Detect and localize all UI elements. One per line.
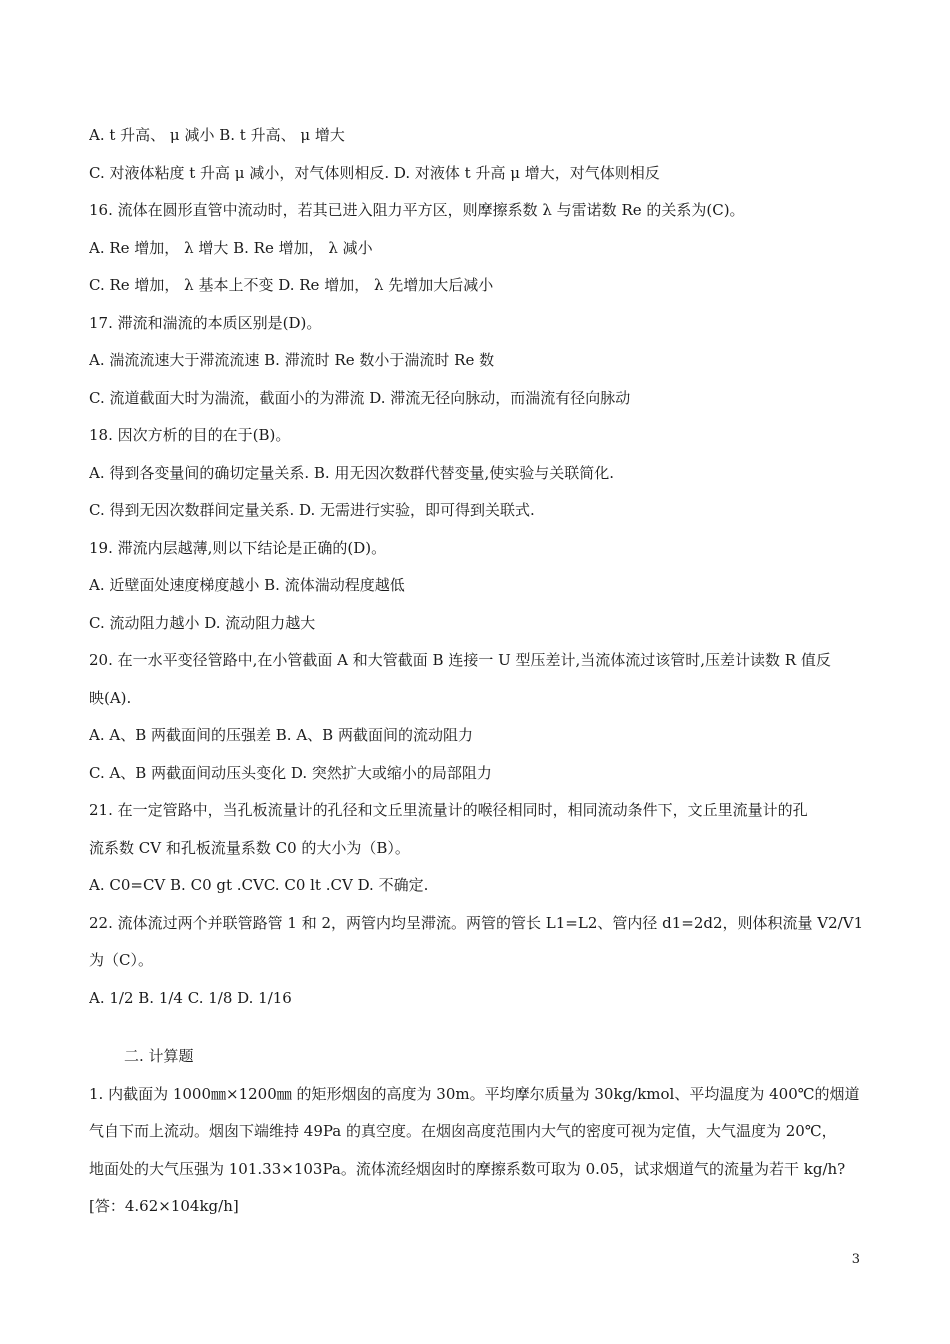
text-line: A. C0=CV B. C0 gt .CVC. C0 lt .CV D. 不确定. xyxy=(89,876,429,894)
page-number: 3 xyxy=(851,1252,860,1267)
problem-1: 1. 内截面为 1000㎜×1200㎜ 的矩形烟囱的高度为 30m。平均摩尔质量为 30kg/kmol、平均温度为 400℃的烟道 xyxy=(89,1085,860,1103)
text-line: A. 1/2 B. 1/4 C. 1/8 D. 1/16 xyxy=(89,989,292,1007)
text-line: A. A、B 两截面间的压强差 B. A、B 两截面间的流动阻力 xyxy=(89,726,473,744)
section-title: 二. 计算题 xyxy=(124,1047,194,1065)
text-line: A. 近壁面处速度梯度越小 B. 流体湍动程度越低 xyxy=(89,576,405,594)
question-20: 20. 在一水平变径管路中,在小管截面 A 和大管截面 B 连接一 U 型压差计,当流体流过该管时,压差计读数 R 值反 xyxy=(89,651,831,669)
text-line: C. 流动阻力越小 D. 流动阻力越大 xyxy=(89,614,316,632)
question-17: 17. 滞流和湍流的本质区别是(D)。 xyxy=(89,314,322,332)
text-line: 为（C）。 xyxy=(89,951,153,969)
question-18: 18. 因次方析的目的在于(B)。 xyxy=(89,426,291,444)
text-line: 地面处的大气压强为 101.33×103Pa。流体流经烟囱时的摩擦系数可取为 0.05，试求烟道气的流量为若干 kg/h? xyxy=(89,1160,846,1178)
text-line: 映(A). xyxy=(89,689,132,707)
text-line: C. A、B 两截面间动压头变化 D. 突然扩大或缩小的局部阻力 xyxy=(89,764,492,782)
text-line: 气自下而上流动。烟囱下端维持 49Pa 的真空度。在烟囱高度范围内大气的密度可视为定值，大气温度为 20℃， xyxy=(89,1122,837,1140)
text-line: A. 湍流流速大于滞流流速 B. 滞流时 Re 数小于湍流时 Re 数 xyxy=(89,351,495,369)
text-line: 流系数 CV 和孔板流量系数 C0 的大小为（B）。 xyxy=(89,839,410,857)
text-line: A. t 升高、 μ 减小 B. t 升高、 μ 增大 xyxy=(89,126,345,144)
text-line: C. 得到无因次数群间定量关系. D. 无需进行实验，即可得到关联式. xyxy=(89,501,535,519)
question-22: 22. 流体流过两个并联管路管 1 和 2，两管内均呈滞流。两管的管长 L1=L2、管内径 d1=2d2，则体积流量 V2/V1 xyxy=(89,914,864,932)
question-16: 16. 流体在圆形直管中流动时，若其已进入阻力平方区，则摩擦系数 λ 与雷诺数 Re 的关系为(C)。 xyxy=(89,201,745,219)
text-line: C. 对液体粘度 t 升高 μ 减小，对气体则相反. D. 对液体 t 升高 μ 增大，对气体则相反 xyxy=(89,164,660,182)
question-21: 21. 在一定管路中，当孔板流量计的孔径和文丘里流量计的喉径相同时，相同流动条件下，文丘里流量计的孔 xyxy=(89,801,808,819)
question-19: 19. 滞流内层越薄,则以下结论是正确的(D)。 xyxy=(89,539,387,557)
text-line: C. Re 增加， λ 基本上不变 D. Re 增加， λ 先增加大后减小 xyxy=(89,276,494,294)
text-line: C. 流道截面大时为湍流，截面小的为滞流 D. 滞流无径向脉动，而湍流有径向脉动 xyxy=(89,389,631,407)
text-line: A. Re 增加， λ 增大 B. Re 增加， λ 减小 xyxy=(89,239,373,257)
answer-line: [答：4.62×104kg/h] xyxy=(89,1197,239,1215)
text-line: A. 得到各变量间的确切定量关系. B. 用无因次数群代替变量,使实验与关联简化. xyxy=(89,464,615,482)
